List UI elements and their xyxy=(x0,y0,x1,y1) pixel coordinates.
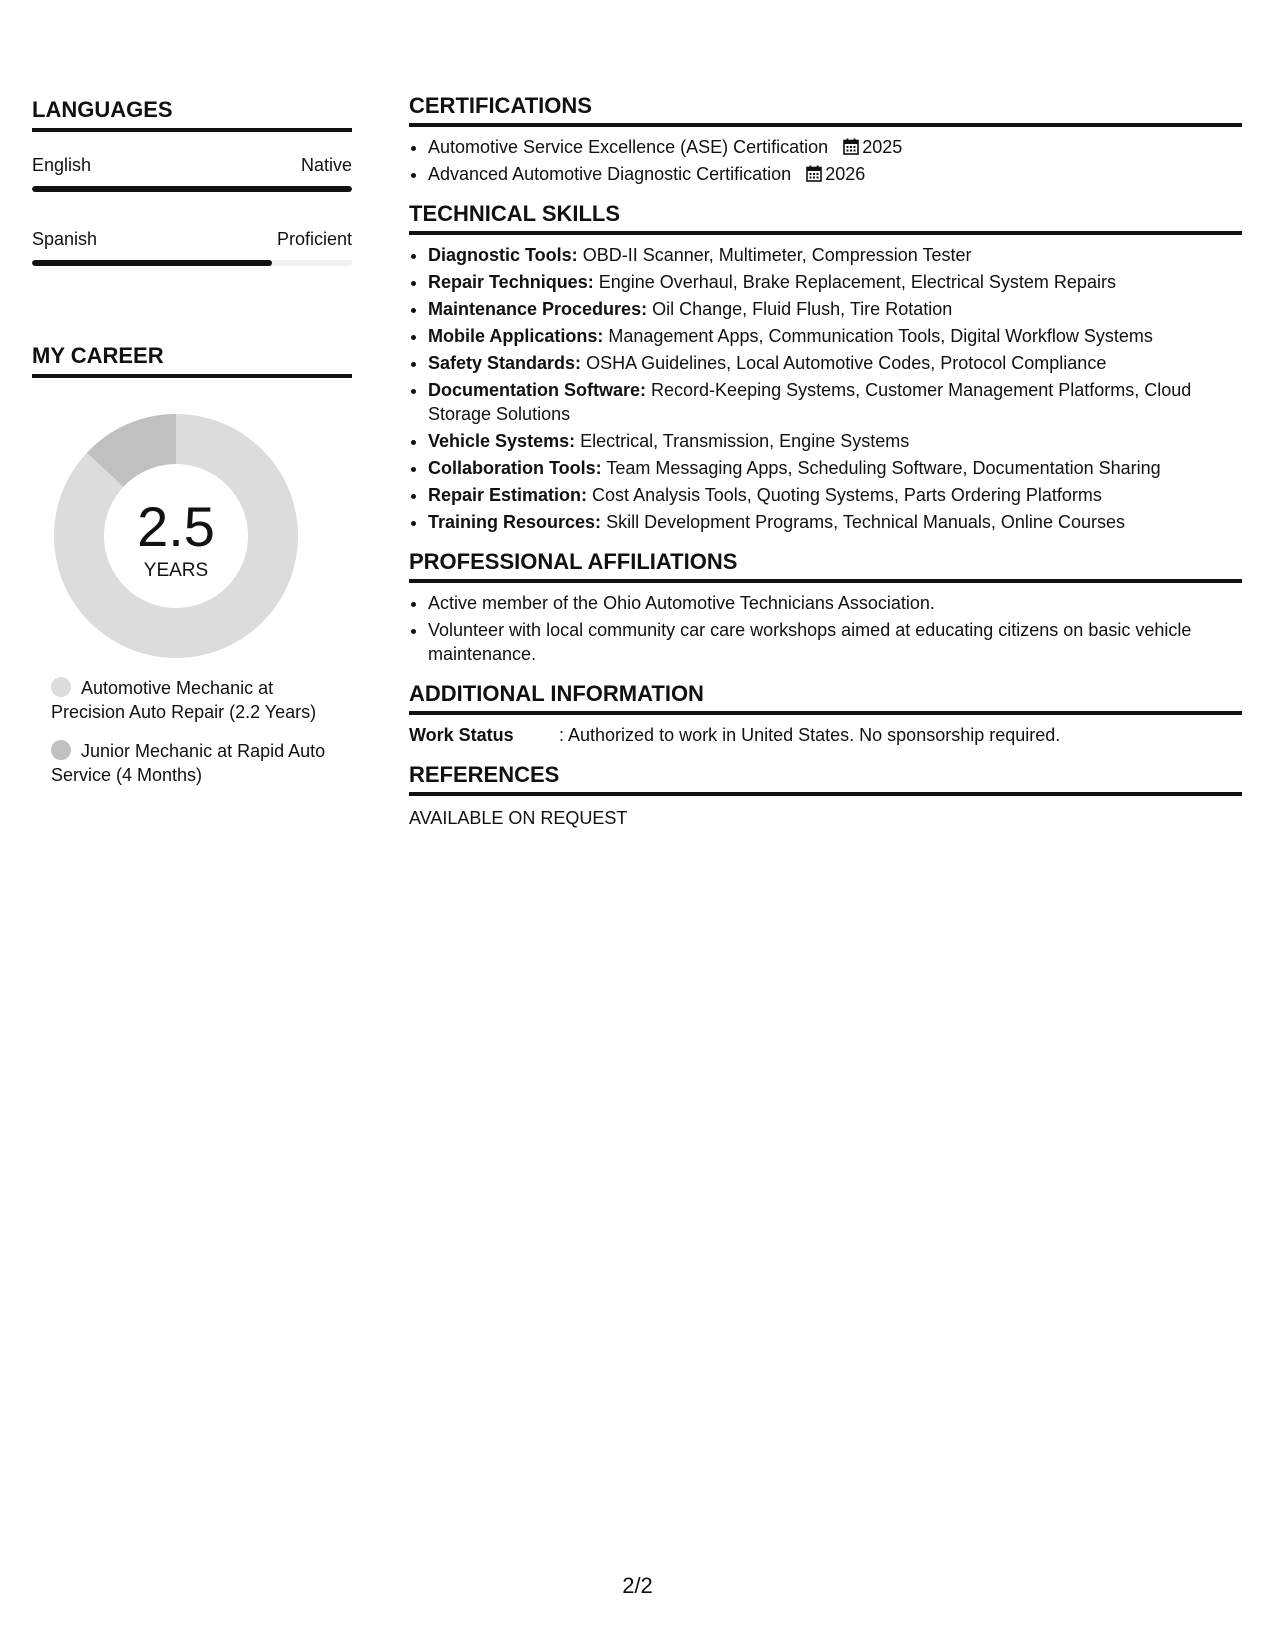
language-bar-fill xyxy=(32,186,352,192)
skill-item xyxy=(428,324,1242,348)
skill-item xyxy=(428,429,1242,453)
skill-text: Electrical, Transmission, Engine Systems xyxy=(580,431,910,451)
legend-dot xyxy=(51,740,71,760)
certification-name: Advanced Automotive Diagnostic Certification xyxy=(428,164,792,184)
skill-text: OSHA Guidelines, Local Automotive Codes, Protocol Compliance xyxy=(586,353,1107,373)
work-status-label: Work Status xyxy=(409,725,514,745)
certification-name: Automotive Service Excellence (ASE) Certification xyxy=(428,137,829,157)
calendar-icon xyxy=(843,138,859,155)
additional-info-title: ADDITIONAL INFORMATION xyxy=(409,680,1242,715)
career-total-value: 2.5 xyxy=(137,495,215,558)
affiliation-item: • Volunteer with local community car care workshops aimed at educating citizens on basic vehicle maintenance. xyxy=(428,618,1242,666)
career-donut-chart xyxy=(54,414,298,658)
skill-label: Maintenance Procedures: xyxy=(428,299,648,319)
skill-item xyxy=(428,351,1242,375)
skill-text: OBD-II Scanner, Multimeter, Compression Tester xyxy=(582,245,972,265)
affiliations-title: PROFESSIONAL AFFILIATIONS xyxy=(409,548,1242,583)
skill-label: Documentation Software: xyxy=(428,380,647,400)
technical-skills-section xyxy=(409,200,1242,534)
references-section xyxy=(409,761,1242,830)
skill-item xyxy=(428,378,1242,426)
legend-item xyxy=(51,676,341,724)
work-status-row xyxy=(409,723,1242,747)
skill-item xyxy=(428,510,1242,534)
language-name: English xyxy=(32,155,92,175)
certification-year: 2026 xyxy=(825,164,866,184)
legend-dot xyxy=(51,677,71,697)
calendar-icon xyxy=(806,165,822,182)
skill-label: Diagnostic Tools: xyxy=(428,245,578,265)
affiliation-item: • Active member of the Ohio Automotive Technicians Association. xyxy=(428,591,1242,615)
affiliations-section xyxy=(409,548,1242,666)
certifications-list xyxy=(409,135,1242,186)
skill-label: Repair Techniques: xyxy=(428,272,594,292)
skill-item xyxy=(428,456,1242,480)
certifications-title: CERTIFICATIONS xyxy=(409,92,1242,127)
career-title: MY CAREER xyxy=(32,342,352,378)
skill-item xyxy=(428,243,1242,267)
skill-label: Training Resources: xyxy=(428,512,602,532)
skill-text: Oil Change, Fluid Flush, Tire Rotation xyxy=(652,299,953,319)
certification-item xyxy=(428,162,1242,186)
work-status-value: : Authorized to work in United States. No sponsorship required. xyxy=(559,725,1061,745)
language-item xyxy=(32,154,352,192)
language-bar-track xyxy=(32,186,352,192)
technical-skills-list xyxy=(409,243,1242,534)
legend-label: Junior Mechanic at Rapid Auto Service (4 Months) xyxy=(51,741,326,785)
career-section xyxy=(32,342,352,787)
skill-label: Mobile Applications: xyxy=(428,326,604,346)
skill-item xyxy=(428,297,1242,321)
skill-text: Team Messaging Apps, Scheduling Software, Documentation Sharing xyxy=(606,458,1161,478)
skill-label: Safety Standards: xyxy=(428,353,582,373)
skill-text: Management Apps, Communication Tools, Digital Workflow Systems xyxy=(608,326,1153,346)
additional-info-section xyxy=(409,680,1242,747)
career-total-unit: YEARS xyxy=(143,560,209,581)
skill-text: Skill Development Programs, Technical Manuals, Online Courses xyxy=(606,512,1125,532)
legend-label: Automotive Mechanic at Precision Auto Repair (2.2 Years) xyxy=(51,678,317,722)
certifications-section xyxy=(409,92,1242,186)
language-level: Proficient xyxy=(276,229,352,249)
skill-label: Vehicle Systems: xyxy=(428,431,576,451)
languages-section xyxy=(32,96,352,266)
skill-text: Cost Analysis Tools, Quoting Systems, Parts Ordering Platforms xyxy=(592,485,1102,505)
affiliations-list xyxy=(409,591,1242,666)
language-level: Native xyxy=(300,155,352,175)
skill-item xyxy=(428,483,1242,507)
skill-item xyxy=(428,270,1242,294)
page-number: 2/2 xyxy=(622,1573,653,1598)
skill-label: Collaboration Tools: xyxy=(428,458,602,478)
language-bar-fill xyxy=(32,260,272,266)
language-name: Spanish xyxy=(32,229,98,249)
skill-text: Engine Overhaul, Brake Replacement, Electrical System Repairs xyxy=(598,272,1116,292)
language-item xyxy=(32,228,352,266)
references-text: AVAILABLE ON REQUEST xyxy=(409,808,628,828)
legend-item xyxy=(51,739,341,787)
skill-label: Repair Estimation: xyxy=(428,485,588,505)
certification-item xyxy=(428,135,1242,159)
language-bar-track xyxy=(32,260,352,266)
languages-title: LANGUAGES xyxy=(32,96,352,132)
skill-text: Record-Keeping Systems, Customer Management Platforms, Cloud Storage Solutions xyxy=(428,380,1192,424)
technical-skills-title: TECHNICAL SKILLS xyxy=(409,200,1242,235)
left-column xyxy=(32,96,352,802)
career-legend xyxy=(51,676,352,787)
certification-year: 2025 xyxy=(862,137,903,157)
references-title: REFERENCES xyxy=(409,761,1242,796)
right-column xyxy=(409,92,1242,844)
